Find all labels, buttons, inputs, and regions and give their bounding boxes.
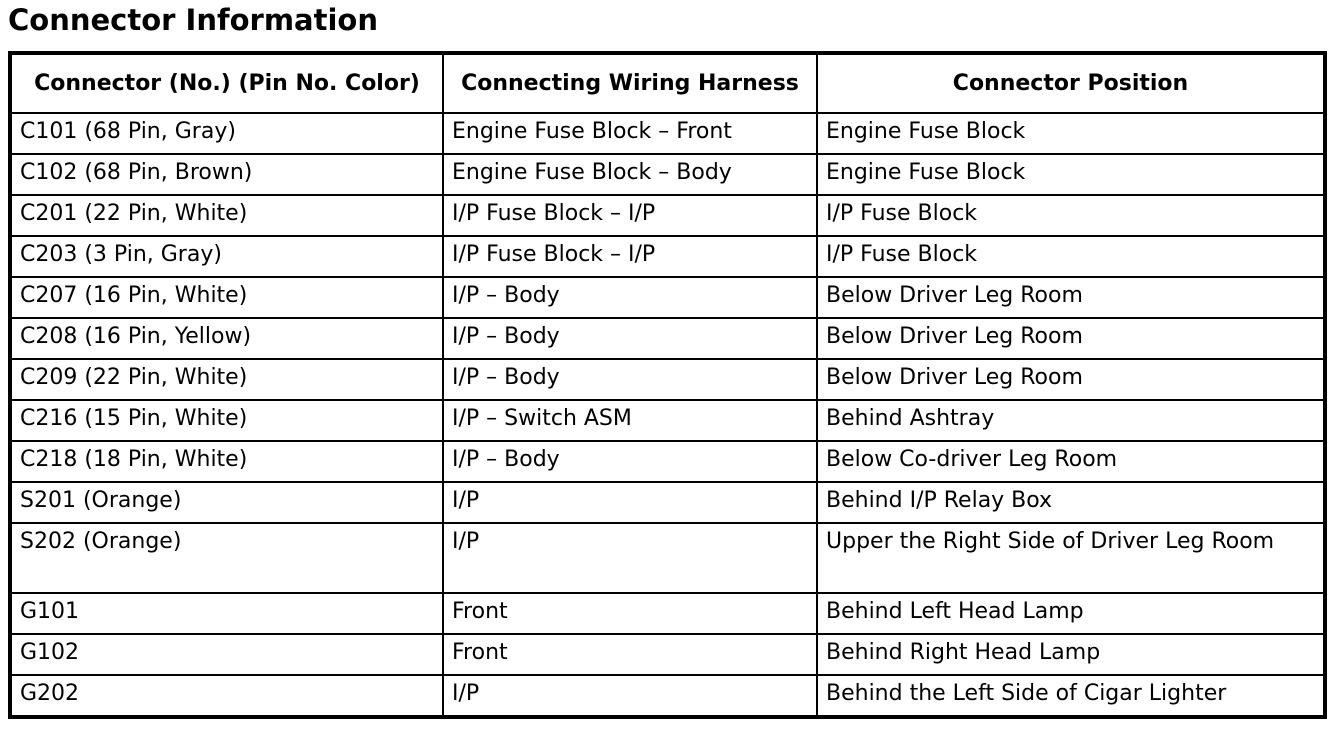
- cell-connector: G101: [12, 594, 442, 633]
- cell-connector: C207 (16 Pin, White): [12, 278, 442, 317]
- cell-connector: C216 (15 Pin, White): [12, 401, 442, 440]
- cell-connector: C201 (22 Pin, White): [12, 196, 442, 235]
- cell-connector: C208 (16 Pin, Yellow): [12, 319, 442, 358]
- cell-position: Engine Fuse Block: [818, 114, 1323, 153]
- table-row: [12, 401, 1323, 440]
- cell-harness: I/P: [444, 676, 816, 715]
- cell-connector: C203 (3 Pin, Gray): [12, 237, 442, 276]
- cell-connector: C101 (68 Pin, Gray): [12, 114, 442, 153]
- table-row: [12, 524, 1323, 592]
- table-row: [12, 278, 1323, 317]
- cell-harness: I/P: [444, 483, 816, 522]
- header-connector-position: Connector Position: [818, 55, 1323, 112]
- cell-position: Upper the Right Side of Driver Leg Room: [818, 524, 1323, 592]
- cell-harness: I/P Fuse Block – I/P: [444, 196, 816, 235]
- cell-position: Below Driver Leg Room: [818, 278, 1323, 317]
- cell-harness: Engine Fuse Block – Front: [444, 114, 816, 153]
- cell-harness: Engine Fuse Block – Body: [444, 155, 816, 194]
- table-row: [12, 442, 1323, 481]
- cell-position: Engine Fuse Block: [818, 155, 1323, 194]
- cell-harness: Front: [444, 635, 816, 674]
- connector-table-container: [8, 51, 1325, 719]
- table-row: [12, 594, 1323, 633]
- cell-harness: I/P – Body: [444, 442, 816, 481]
- header-wiring-harness: Connecting Wiring Harness: [444, 55, 816, 112]
- cell-position: Behind Ashtray: [818, 401, 1323, 440]
- cell-connector: C218 (18 Pin, White): [12, 442, 442, 481]
- table-row: [12, 319, 1323, 358]
- cell-position: I/P Fuse Block: [818, 196, 1323, 235]
- cell-harness: I/P: [444, 524, 816, 592]
- table-row: [12, 237, 1323, 276]
- cell-harness: I/P – Body: [444, 360, 816, 399]
- cell-position: Behind the Left Side of Cigar Lighter: [818, 676, 1323, 715]
- cell-position: Below Co-driver Leg Room: [818, 442, 1323, 481]
- cell-position: Below Driver Leg Room: [818, 360, 1323, 399]
- cell-harness: I/P – Body: [444, 278, 816, 317]
- connector-table: [8, 51, 1327, 719]
- table-row: [12, 676, 1323, 715]
- cell-position: Behind Left Head Lamp: [818, 594, 1323, 633]
- cell-connector: S202 (Orange): [12, 524, 442, 592]
- table-row: [12, 196, 1323, 235]
- cell-harness: I/P – Switch ASM: [444, 401, 816, 440]
- cell-connector: G102: [12, 635, 442, 674]
- table-row: [12, 114, 1323, 153]
- table-row: [12, 360, 1323, 399]
- cell-connector: G202: [12, 676, 442, 715]
- cell-position: Below Driver Leg Room: [818, 319, 1323, 358]
- page-title: Connector Information: [8, 3, 378, 37]
- cell-position: I/P Fuse Block: [818, 237, 1323, 276]
- table-row: [12, 155, 1323, 194]
- cell-connector: C209 (22 Pin, White): [12, 360, 442, 399]
- cell-position: Behind Right Head Lamp: [818, 635, 1323, 674]
- table-row: [12, 483, 1323, 522]
- cell-harness: I/P – Body: [444, 319, 816, 358]
- cell-connector: S201 (Orange): [12, 483, 442, 522]
- cell-connector: C102 (68 Pin, Brown): [12, 155, 442, 194]
- cell-position: Behind I/P Relay Box: [818, 483, 1323, 522]
- table-header-row: [12, 55, 1323, 112]
- cell-harness: I/P Fuse Block – I/P: [444, 237, 816, 276]
- cell-harness: Front: [444, 594, 816, 633]
- table-row: [12, 635, 1323, 674]
- header-connector: Connector (No.) (Pin No. Color): [12, 55, 442, 112]
